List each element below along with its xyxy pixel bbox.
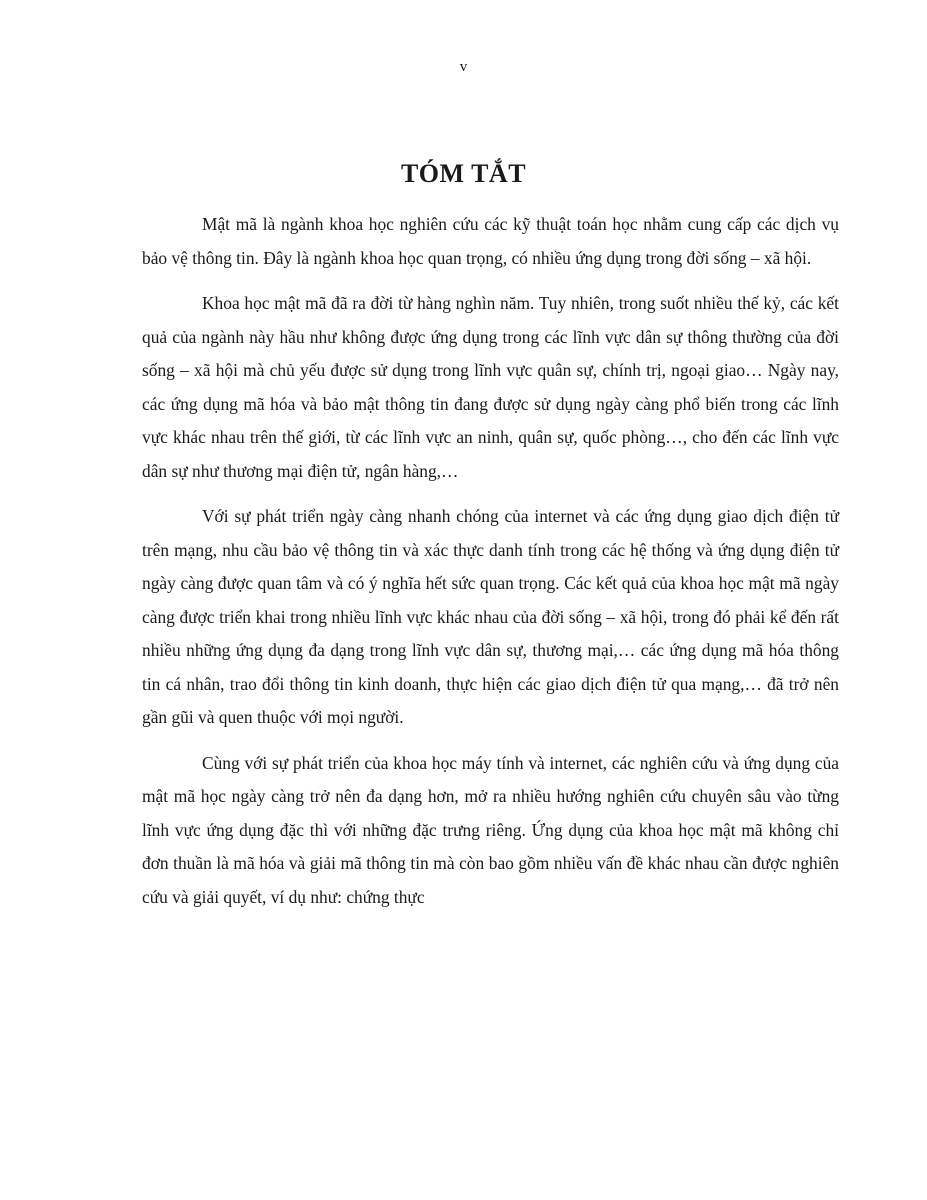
- section-title: TÓM TẮT: [400, 159, 527, 188]
- paragraph-4: Cùng với sự phát triển của khoa học máy tính và internet, các nghiên cứu và ứng dụng của mật mã học ngày càng trở nên đa dạng hơn, mở ra nhiều hướng nghiên cứu chuyên sâu vào từng lĩnh vực ứng dụng đặc thì với những đặc trưng riêng. Ứng dụng của khoa học mật mã không chỉ đơn thuần là mã hóa và giải mã thông tin mà còn bao gồm nhiều vấn đề khác nhau cần được nghiên cứu và giải quyết, ví dụ như: chứng thực: [142, 752, 839, 907]
- paragraph-3: Với sự phát triển ngày càng nhanh chóng của internet và các ứng dụng giao dịch điện tử trên mạng, nhu cầu bảo vệ thông tin và xác thực danh tính trong các hệ thống và ứng dụng điện tử ngày càng được quan tâm và có ý nghĩa hết sức quan trọng. Các kết quả của khoa học mật mã ngày càng được triển khai trong nhiều lĩnh vực khác nhau của đời sống – xã hội, trong đó phải kể đến rất nhiều những ứng dụng đa dạng trong lĩnh vực dân sự, thương mại,… các ứng dụng mã hóa thông tin cá nhân, trao đổi thông tin kinh doanh, thực hiện các giao dịch điện tử qua mạng,… đã trở nên gần gũi và quen thuộc với mọi người.: [142, 506, 839, 727]
- paragraph-1: Mật mã là ngành khoa học nghiên cứu các kỹ thuật toán học nhằm cung cấp các dịch vụ bảo vệ thông tin. Đây là ngành khoa học quan trọng, có nhiều ứng dụng trong đời sống – xã hội.: [142, 214, 839, 268]
- paragraph-2: Khoa học mật mã đã ra đời từ hàng nghìn năm. Tuy nhiên, trong suốt nhiều thế kỷ, các kết quả của ngành này hầu như không được ứng dụng trong các lĩnh vực dân sự thông thường của đời sống – xã hội mà chủ yếu được sử dụng trong lĩnh vực quân sự, chính trị, ngoại giao… Ngày nay, các ứng dụng mã hóa và bảo mật thông tin đang được sử dụng ngày càng phổ biến trong các lĩnh vực khác nhau trên thế giới, từ các lĩnh vực an ninh, quân sự, quốc phòng…, cho đến các lĩnh vực dân sự như thương mại điện tử, ngân hàng,…: [142, 293, 839, 481]
- body-text: [142, 208, 839, 926]
- page-number: v: [459, 59, 468, 75]
